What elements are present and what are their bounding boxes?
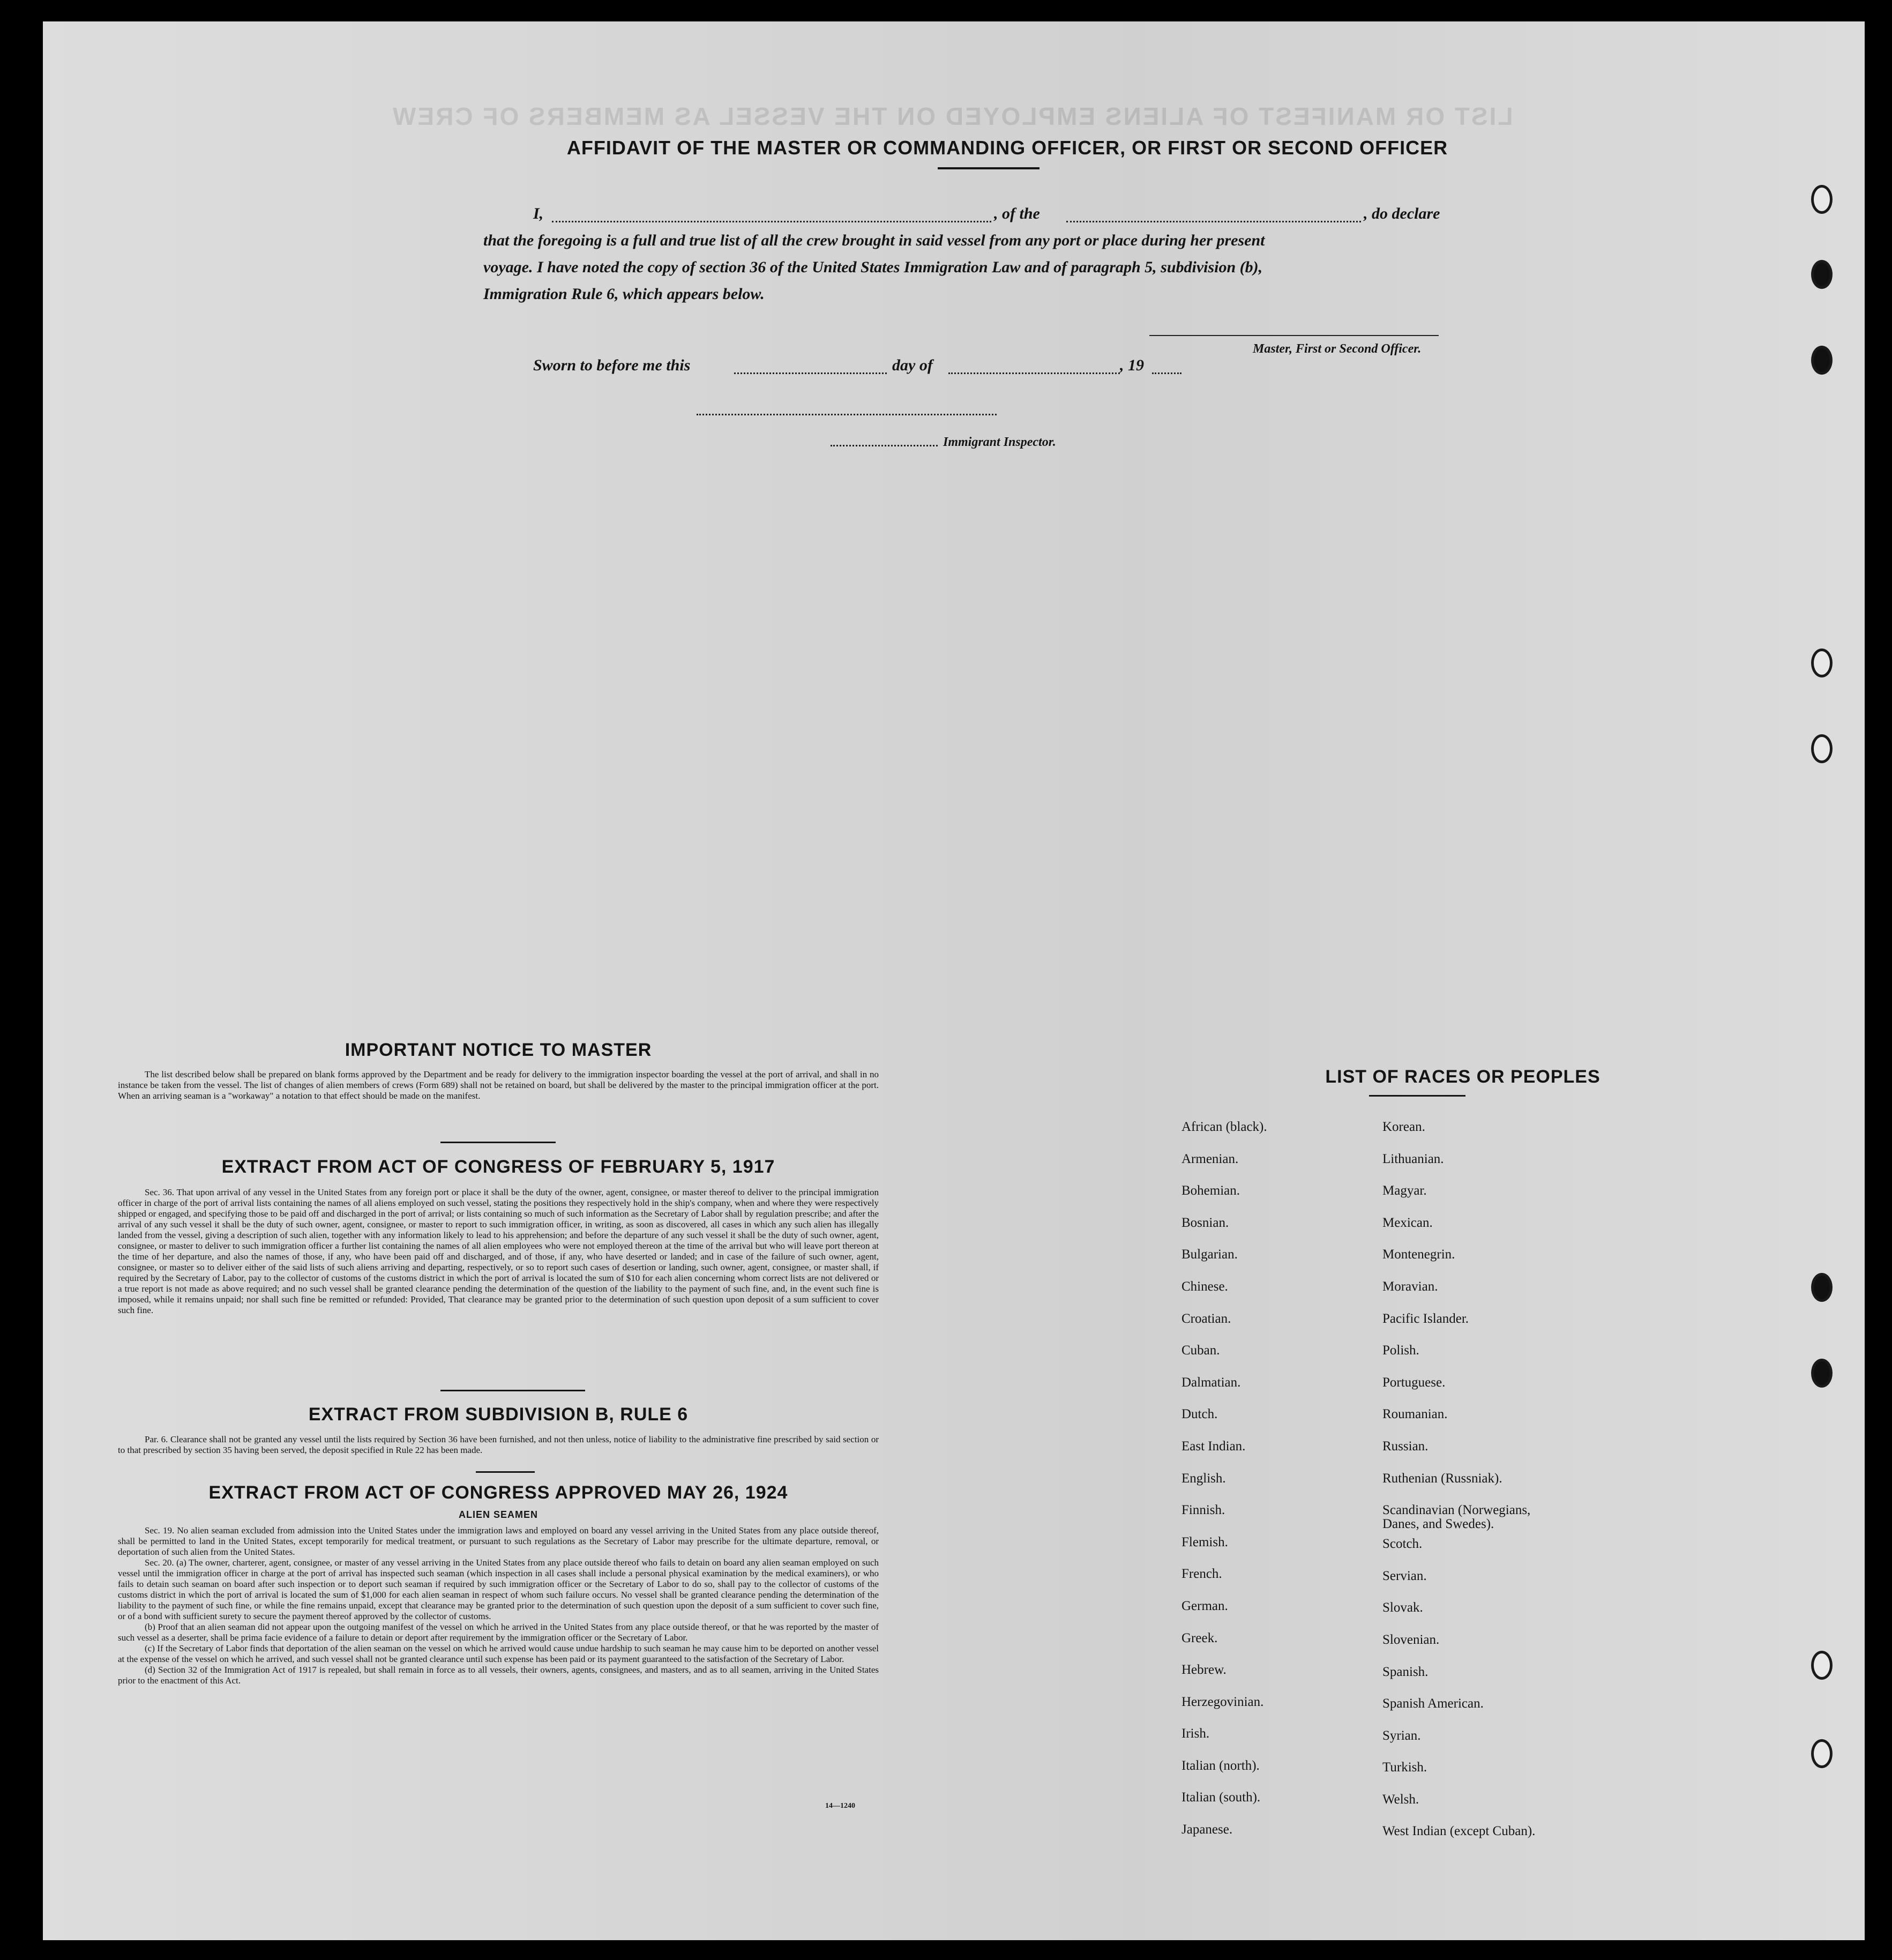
sworn-month-field[interactable]	[948, 372, 1120, 374]
race-item: Bosnian.	[1181, 1215, 1229, 1230]
notice-title: IMPORTANT NOTICE TO MASTER	[345, 1040, 652, 1060]
binder-hole-icon	[1811, 734, 1833, 763]
race-item: Servian.	[1382, 1568, 1427, 1583]
race-item: Moravian.	[1382, 1279, 1438, 1294]
sec-19-paragraph: Sec. 19. No alien seaman excluded from admission into the United States under the immigration laws and employed on board any vessel arriving in the United States from any place outside thereof, shall be permitted to land in the United States, except temporarily for medical treatment, or pursuant to such regulations as the Secretary of Labor may prescribe for the ultimate departure, removal, or deportation of such alien from the United States.	[118, 1525, 879, 1557]
sec-20b-paragraph: (b) Proof that an alien seaman did not appear upon the outgoing manifest of the vessel on which he arrived in the United States from any place outside thereof, or that he was reported by the master of such vessel as a deserter, shall be prima facie evidence of a failure to detain or deport after requirement by the immigration officer or the Secretary of Labor.	[118, 1622, 879, 1643]
race-item: Italian (north).	[1181, 1758, 1260, 1773]
rule6-divider	[476, 1471, 535, 1473]
sec-20c-paragraph: (c) If the Secretary of Labor finds that deportation of the alien seaman on the vessel on which he arrived would cause undue hardship to such seaman he may cause him to be deported on another vessel at the expense of the vessel on which he arrived, and such vessel shall not be granted clearance until such expense has been paid or its payment guaranteed to the satisfaction of the Secretary of Labor.	[118, 1643, 879, 1664]
document-page	[43, 21, 1865, 1940]
extract-1917-divider	[440, 1390, 585, 1391]
race-item: Japanese.	[1181, 1822, 1233, 1837]
binder-hole-icon	[1811, 1273, 1833, 1302]
rule6-title: EXTRACT FROM SUBDIVISION B, RULE 6	[308, 1404, 689, 1425]
race-item: Syrian.	[1382, 1728, 1421, 1743]
race-item: Dalmatian.	[1181, 1375, 1241, 1390]
race-item: Dutch.	[1181, 1407, 1218, 1422]
race-item: Hebrew.	[1181, 1663, 1227, 1678]
race-item: Croatian.	[1181, 1311, 1231, 1326]
inspector-dots	[831, 445, 938, 446]
inspector-caption: Immigrant Inspector.	[943, 435, 1056, 449]
race-item: Armenian.	[1181, 1151, 1239, 1166]
binder-hole-icon	[1811, 185, 1833, 214]
race-item: Scandinavian (Norwegians, Danes, and Swedes).	[1382, 1503, 1531, 1532]
binder-hole-icon	[1811, 1359, 1833, 1388]
extract-1924-text	[118, 1525, 879, 1686]
rule6-text	[118, 1434, 879, 1456]
race-item: Cuban.	[1181, 1343, 1220, 1358]
race-item: Montenegrin.	[1382, 1247, 1455, 1262]
binder-hole-icon	[1811, 260, 1833, 289]
affidavit-line-2: that the foregoing is a full and true list of all the crew brought in said vessel from any port or place during her present	[483, 232, 1265, 249]
race-item: Slovak.	[1382, 1600, 1423, 1615]
race-item: Greek.	[1181, 1630, 1218, 1645]
affidavit-i-prefix: I,	[533, 205, 544, 222]
extract-1917-title: EXTRACT FROM ACT OF CONGRESS OF FEBRUARY 5, 1917	[221, 1157, 775, 1177]
bleed-through-header: LIST OR MANIFEST OF ALIENS EMPLOYED ON THE VESSEL AS MEMBERS OF CREW	[391, 102, 1513, 130]
race-item: Lithuanian.	[1382, 1151, 1444, 1166]
sworn-prefix: Sworn to before me this	[533, 356, 691, 374]
race-item: Herzegovinian.	[1181, 1694, 1264, 1709]
inspector-signature-field[interactable]	[697, 414, 997, 415]
rule6-paragraph: Par. 6. Clearance shall not be granted any vessel until the lists required by Section 36 have been furnished, and not then unless, notice of liability to the administrative fine prescribed by said section or to that prescribed by section 35 having been served, the deposit specified in Rule 22 has been made.	[118, 1434, 879, 1455]
race-item: English.	[1181, 1471, 1226, 1486]
extract-1917-text	[118, 1187, 879, 1316]
race-item: Korean.	[1382, 1120, 1425, 1134]
sec-20a-paragraph: Sec. 20. (a) The owner, charterer, agent, consignee, or master of any vessel arriving in the United States from any place outside thereof who fails to detain on board any alien seaman employed on such vessel until the immigration officer in charge at the port of arrival has inspected such seaman (which inspection in all cases shall include a personal physical examination by the medical examiners), or who fails to detain such seaman on board after such inspection or to deport such seaman if required by such immigration officer or the Secretary of Labor to do so, shall pay to the collector of customs of the customs district in which the port of arrival is located the sum of $1,000 for each alien seaman in respect of whom such failure occurs. No vessel shall be granted clearance pending the determination of the liability to the payment of such fine, or while the fine remains unpaid, except that clearance may be granted prior to the determination of such question upon the deposit of a sum sufficient to cover such fine, or of a bond with sufficient surety to secure the payment thereof approved by the collector of customs.	[118, 1557, 879, 1621]
master-signature-field[interactable]	[1149, 335, 1439, 336]
affidavit-line-4: Immigration Rule 6, which appears below.	[483, 285, 765, 303]
race-item: Magyar.	[1382, 1183, 1427, 1198]
race-item: Bulgarian.	[1181, 1247, 1238, 1262]
binder-hole-icon	[1811, 649, 1833, 677]
races-left-column	[1181, 1120, 1267, 1855]
signature-caption: Master, First or Second Officer.	[1253, 342, 1422, 356]
race-item: Mexican.	[1382, 1215, 1433, 1230]
alien-seamen-subtitle: ALIEN SEAMEN	[458, 1509, 538, 1520]
race-item: Irish.	[1181, 1726, 1210, 1741]
race-item: Ruthenian (Russniak).	[1382, 1471, 1502, 1486]
race-item: Polish.	[1382, 1343, 1419, 1358]
notice-divider	[440, 1142, 556, 1143]
race-item: Italian (south).	[1181, 1790, 1261, 1805]
race-item: Russian.	[1382, 1439, 1429, 1454]
race-item: Chinese.	[1181, 1279, 1228, 1294]
race-item: Flemish.	[1181, 1534, 1228, 1549]
race-item: Slovenian.	[1382, 1632, 1440, 1647]
notice-paragraph: The list described below shall be prepared on blank forms approved by the Department and be ready for delivery to the immigration inspector boarding the vessel at the port of arrival, and shall in no instance be taken from the vessel. The list of changes of alien members of crews (Form 689) shall not be retained on board, but shall be delivered by the master to the principal immigration officer at the port. When an arriving seaman is a "workaway" a notation to that effect should be made on the manifest.	[118, 1069, 879, 1101]
affidavit-of-the: , of the	[994, 205, 1040, 222]
section-36-paragraph: Sec. 36. That upon arrival of any vessel in the United States from any foreign port or place it shall be the duty of the owner, agent, consignee, or master thereof to deliver to the principal immigration officer in charge of the port of arrival lists containing the names of all aliens employed on such vessel, stating the positions they respectively hold in the ship's company, when and where they were respectively shipped or engaged, and specifying those to be paid off and discharged in the port of arrival; or lists containing so much of such information as the Secretary of Labor shall by regulation prescribe; and after the arrival of any such vessel it shall be the duty of such owner, agent, consignee, or master to report to such immigration officer, in writing, as soon as discovered, all cases in which any such alien has illegally landed from the vessel, giving a description of such alien, together with any information likely to lead to his apprehension; and before the departure of any such vessel it shall be the duty of such owner, agent, consignee, or master to deliver to such immigration officer a further list containing the names of all alien employees who were not employed thereon at the time of the arrival but who will leave port thereon at the time of her departure, and also the names of those, if any, who have been paid off and discharged, and of those, if any, who have deserted or landed; and in case of the failure of such owner, agent, consignee, or master so to deliver either of the said lists of such aliens arriving and departing, respectively, or so to report such cases of desertion or landing, such owner, agent, consignee, or master shall, if required by the Secretary of Labor, pay to the collector of customs of the customs district in which the port of arrival is located the sum of $10 for each alien concerning whom correct lists are not delivered or a true report is not made as above required; and no such vessel shall be granted clearance pending the determination of the question of the liability to the payment of such fine, and, in the event such fine is imposed, while it remains unpaid; nor shall such fine be remitted or refunded: Provided, That clearance may be granted prior to the determination of such question upon deposit of a sum sufficient to cover such fine.	[118, 1187, 879, 1315]
binder-hole-icon	[1811, 346, 1833, 375]
race-item: French.	[1181, 1567, 1222, 1582]
extract-1924-title: EXTRACT FROM ACT OF CONGRESS APPROVED MAY 26, 1924	[208, 1482, 788, 1503]
race-item: Roumanian.	[1382, 1407, 1448, 1422]
vessel-name-field[interactable]	[1066, 221, 1361, 222]
race-item: African (black).	[1181, 1120, 1267, 1134]
sec-20d-paragraph: (d) Section 32 of the Immigration Act of 1917 is repealed, but shall remain in force as to all vessels, their owners, agents, consignees, and masters, and as to all seamen, arriving in the United States prior to the enactment of this Act.	[118, 1665, 879, 1686]
race-item: German.	[1181, 1598, 1228, 1613]
race-item: Turkish.	[1382, 1760, 1427, 1775]
race-item: Welsh.	[1382, 1792, 1419, 1807]
binder-hole-icon	[1811, 1651, 1833, 1680]
form-number: 14—1240	[825, 1802, 855, 1810]
races-right-column	[1382, 1120, 1535, 1857]
race-item: Scotch.	[1382, 1537, 1423, 1552]
race-item: Spanish American.	[1382, 1696, 1484, 1711]
affidavit-divider	[938, 167, 1040, 169]
race-item: Pacific Islander.	[1382, 1311, 1469, 1326]
race-item: Spanish.	[1382, 1664, 1429, 1679]
race-item: Bohemian.	[1181, 1183, 1240, 1198]
binder-hole-icon	[1811, 1739, 1833, 1768]
notice-text	[118, 1069, 879, 1101]
race-item: Finnish.	[1181, 1503, 1225, 1518]
race-item: East Indian.	[1181, 1439, 1246, 1454]
year-prefix: , 19	[1120, 356, 1144, 374]
races-title: LIST OF RACES OR PEOPLES	[1325, 1067, 1601, 1087]
race-item: West Indian (except Cuban).	[1382, 1824, 1536, 1839]
day-of-label: day of	[892, 356, 933, 374]
affidavit-do-declare: , do declare	[1364, 205, 1440, 222]
sworn-year-field[interactable]	[1152, 372, 1181, 374]
affidavit-title: AFFIDAVIT OF THE MASTER OR COMMANDING OFFICER, OR FIRST OR SECOND OFFICER	[566, 137, 1448, 159]
sworn-day-field[interactable]	[734, 372, 887, 374]
races-divider	[1369, 1095, 1465, 1097]
master-name-field[interactable]	[552, 221, 991, 222]
affidavit-line-3: voyage. I have noted the copy of section 36 of the United States Immigration Law and of paragraph 5, subdivision (b),	[483, 258, 1263, 276]
race-item: Portuguese.	[1382, 1375, 1446, 1390]
